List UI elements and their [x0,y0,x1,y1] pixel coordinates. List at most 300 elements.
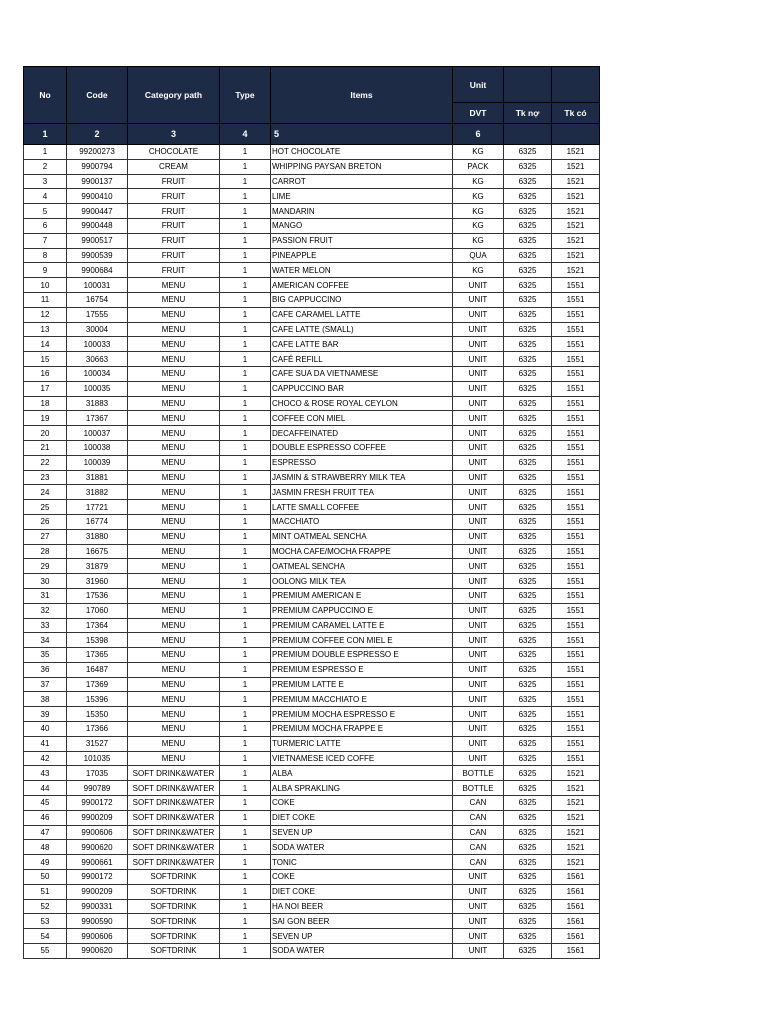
cell-category: SOFTDRINK [128,914,220,929]
cell-code: 9900137 [67,174,128,189]
table-row [24,278,600,293]
cell-unit: UNIT [453,544,504,559]
cell-type: 1 [220,796,271,811]
cell-no: 5 [24,204,67,219]
cell-item: HOT CHOCOLATE [271,145,453,160]
cell-unit: KG [453,189,504,204]
header-category: Category path [128,67,220,124]
table-row [24,810,600,825]
cell-item: PREMIUM MOCHA ESPRESSO E [271,707,453,722]
cell-tk-co: 1551 [552,662,600,677]
table-row [24,426,600,441]
cell-tk-no: 6325 [504,855,552,870]
cell-code: 100035 [67,381,128,396]
cell-category: MENU [128,751,220,766]
cell-no: 15 [24,352,67,367]
cell-item: TONIC [271,855,453,870]
cell-category: SOFT DRINK&WATER [128,781,220,796]
cell-unit: UNIT [453,707,504,722]
cell-type: 1 [220,278,271,293]
cell-tk-no: 6325 [504,292,552,307]
table-row [24,174,600,189]
cell-item: HA NOI BEER [271,899,453,914]
cell-no: 18 [24,396,67,411]
table-row [24,470,600,485]
cell-code: 17369 [67,677,128,692]
cell-unit: CAN [453,825,504,840]
cell-tk-no: 6325 [504,884,552,899]
cell-tk-co: 1561 [552,929,600,944]
cell-code: 30004 [67,322,128,337]
cell-category: FRUIT [128,189,220,204]
cell-tk-no: 6325 [504,189,552,204]
cell-tk-no: 6325 [504,218,552,233]
cell-no: 49 [24,855,67,870]
cell-code: 9900661 [67,855,128,870]
cell-unit: UNIT [453,722,504,737]
cell-item: LIME [271,189,453,204]
cell-tk-no: 6325 [504,514,552,529]
cell-type: 1 [220,707,271,722]
cell-tk-co: 1521 [552,218,600,233]
cell-code: 100037 [67,426,128,441]
cell-type: 1 [220,810,271,825]
cell-tk-no: 6325 [504,145,552,160]
cell-tk-no: 6325 [504,559,552,574]
cell-no: 34 [24,633,67,648]
cell-code: 15398 [67,633,128,648]
cell-tk-co: 1521 [552,840,600,855]
cell-type: 1 [220,322,271,337]
cell-tk-no: 6325 [504,352,552,367]
cell-type: 1 [220,648,271,663]
cell-tk-co: 1551 [552,426,600,441]
cell-tk-no: 6325 [504,914,552,929]
cell-unit: UNIT [453,337,504,352]
table-row [24,781,600,796]
index-1: 1 [24,124,67,145]
header-no: No [24,67,67,124]
cell-tk-co: 1551 [552,278,600,293]
cell-tk-no: 6325 [504,574,552,589]
cell-no: 25 [24,500,67,515]
table-row [24,929,600,944]
cell-tk-no: 6325 [504,426,552,441]
cell-item: SEVEN UP [271,825,453,840]
cell-category: SOFTDRINK [128,870,220,885]
cell-code: 9900620 [67,944,128,959]
cell-tk-co: 1521 [552,810,600,825]
cell-no: 55 [24,944,67,959]
cell-category: MENU [128,662,220,677]
cell-tk-co: 1551 [552,500,600,515]
cell-unit: UNIT [453,485,504,500]
cell-tk-no: 6325 [504,366,552,381]
cell-code: 9900331 [67,899,128,914]
table-row [24,411,600,426]
cell-type: 1 [220,366,271,381]
cell-category: MENU [128,618,220,633]
header-blank-1 [504,67,552,103]
cell-category: MENU [128,337,220,352]
cell-no: 21 [24,440,67,455]
cell-unit: UNIT [453,736,504,751]
cell-type: 1 [220,603,271,618]
cell-category: MENU [128,440,220,455]
cell-tk-co: 1551 [552,544,600,559]
cell-tk-co: 1521 [552,233,600,248]
cell-category: MENU [128,529,220,544]
cell-tk-co: 1551 [552,588,600,603]
cell-category: CHOCOLATE [128,145,220,160]
cell-category: FRUIT [128,248,220,263]
cell-item: PREMIUM ESPRESSO E [271,662,453,677]
cell-tk-co: 1521 [552,855,600,870]
cell-category: SOFTDRINK [128,944,220,959]
cell-code: 17035 [67,766,128,781]
cell-tk-co: 1551 [552,411,600,426]
cell-category: MENU [128,292,220,307]
cell-type: 1 [220,588,271,603]
cell-tk-no: 6325 [504,337,552,352]
cell-tk-no: 6325 [504,485,552,500]
table-row [24,884,600,899]
cell-type: 1 [220,218,271,233]
cell-type: 1 [220,145,271,160]
cell-item: WATER MELON [271,263,453,278]
cell-code: 9900209 [67,810,128,825]
cell-category: MENU [128,514,220,529]
cell-unit: UNIT [453,278,504,293]
cell-item: PASSION FRUIT [271,233,453,248]
cell-code: 9900539 [67,248,128,263]
cell-no: 20 [24,426,67,441]
cell-code: 9900209 [67,884,128,899]
cell-type: 1 [220,899,271,914]
index-6: 6 [453,124,504,145]
cell-tk-no: 6325 [504,899,552,914]
table-row [24,544,600,559]
cell-category: MENU [128,559,220,574]
cell-no: 37 [24,677,67,692]
cell-unit: UNIT [453,870,504,885]
cell-unit: UNIT [453,440,504,455]
cell-category: MENU [128,307,220,322]
cell-tk-co: 1551 [552,677,600,692]
cell-tk-no: 6325 [504,736,552,751]
cell-type: 1 [220,662,271,677]
cell-type: 1 [220,722,271,737]
cell-tk-no: 6325 [504,204,552,219]
cell-item: CARROT [271,174,453,189]
header-type: Type [220,67,271,124]
cell-tk-no: 6325 [504,233,552,248]
header-items: Items [271,67,453,124]
cell-tk-no: 6325 [504,633,552,648]
cell-tk-no: 6325 [504,455,552,470]
cell-type: 1 [220,544,271,559]
cell-category: MENU [128,322,220,337]
cell-no: 42 [24,751,67,766]
cell-code: 9900517 [67,233,128,248]
cell-tk-co: 1521 [552,174,600,189]
cell-type: 1 [220,825,271,840]
cell-type: 1 [220,500,271,515]
cell-type: 1 [220,574,271,589]
cell-tk-no: 6325 [504,470,552,485]
cell-unit: UNIT [453,470,504,485]
cell-code: 17367 [67,411,128,426]
cell-category: SOFT DRINK&WATER [128,766,220,781]
cell-tk-co: 1521 [552,204,600,219]
cell-item: CAFE SUA DA VIETNAMESE [271,366,453,381]
cell-tk-no: 6325 [504,796,552,811]
cell-type: 1 [220,248,271,263]
cell-no: 26 [24,514,67,529]
table-row [24,618,600,633]
cell-category: MENU [128,736,220,751]
cell-item: LATTE SMALL COFFEE [271,500,453,515]
cell-code: 9900172 [67,870,128,885]
cell-unit: UNIT [453,751,504,766]
cell-item: VIETNAMESE ICED COFFE [271,751,453,766]
cell-code: 9900684 [67,263,128,278]
cell-tk-no: 6325 [504,159,552,174]
index-4: 4 [220,124,271,145]
cell-item: PINEAPPLE [271,248,453,263]
cell-no: 3 [24,174,67,189]
table-row [24,588,600,603]
cell-unit: QUA [453,248,504,263]
cell-tk-co: 1551 [552,455,600,470]
cell-code: 9900447 [67,204,128,219]
table-row [24,736,600,751]
cell-category: MENU [128,500,220,515]
cell-item: OATMEAL SENCHA [271,559,453,574]
table-row [24,766,600,781]
cell-code: 31881 [67,470,128,485]
cell-no: 29 [24,559,67,574]
table-row [24,352,600,367]
cell-no: 53 [24,914,67,929]
cell-type: 1 [220,914,271,929]
table-row [24,692,600,707]
cell-item: CAFÉ REFILL [271,352,453,367]
cell-code: 17366 [67,722,128,737]
cell-item: TURMERIC LATTE [271,736,453,751]
cell-type: 1 [220,426,271,441]
cell-tk-no: 6325 [504,870,552,885]
table-row [24,796,600,811]
cell-unit: UNIT [453,514,504,529]
cell-unit: UNIT [453,588,504,603]
cell-tk-no: 6325 [504,411,552,426]
cell-tk-co: 1551 [552,352,600,367]
cell-item: DOUBLE ESPRESSO COFFEE [271,440,453,455]
cell-type: 1 [220,929,271,944]
cell-unit: UNIT [453,618,504,633]
cell-type: 1 [220,189,271,204]
cell-no: 47 [24,825,67,840]
cell-tk-co: 1551 [552,381,600,396]
table-row [24,145,600,160]
cell-category: FRUIT [128,174,220,189]
cell-category: MENU [128,485,220,500]
cell-type: 1 [220,307,271,322]
cell-code: 31527 [67,736,128,751]
cell-code: 31880 [67,529,128,544]
cell-type: 1 [220,944,271,959]
table-row [24,559,600,574]
cell-code: 990789 [67,781,128,796]
cell-category: MENU [128,278,220,293]
cell-tk-co: 1561 [552,944,600,959]
cell-tk-no: 6325 [504,722,552,737]
table-row [24,159,600,174]
cell-category: MENU [128,633,220,648]
cell-unit: UNIT [453,411,504,426]
cell-unit: UNIT [453,426,504,441]
cell-type: 1 [220,736,271,751]
header-tk-co: Tk có [552,103,600,124]
cell-tk-co: 1551 [552,366,600,381]
cell-item: DIET COKE [271,810,453,825]
cell-item: SEVEN UP [271,929,453,944]
cell-tk-co: 1551 [552,396,600,411]
table-row [24,500,600,515]
cell-tk-co: 1551 [552,440,600,455]
cell-tk-co: 1561 [552,884,600,899]
cell-tk-co: 1521 [552,145,600,160]
header-unit: Unit [453,67,504,103]
cell-category: SOFT DRINK&WATER [128,796,220,811]
cell-tk-co: 1551 [552,618,600,633]
cell-unit: CAN [453,840,504,855]
cell-tk-no: 6325 [504,396,552,411]
cell-unit: UNIT [453,677,504,692]
cell-category: FRUIT [128,218,220,233]
cell-tk-no: 6325 [504,278,552,293]
cell-type: 1 [220,337,271,352]
table-row [24,914,600,929]
cell-tk-co: 1551 [552,722,600,737]
table-row [24,366,600,381]
cell-code: 15396 [67,692,128,707]
cell-code: 16754 [67,292,128,307]
header-tk-no: Tk nợ [504,103,552,124]
cell-category: SOFTDRINK [128,884,220,899]
cell-type: 1 [220,174,271,189]
cell-item: SODA WATER [271,840,453,855]
cell-no: 46 [24,810,67,825]
cell-category: MENU [128,470,220,485]
cell-tk-co: 1551 [552,470,600,485]
table-row [24,396,600,411]
items-table [23,66,600,959]
cell-no: 6 [24,218,67,233]
table-row [24,722,600,737]
table-header [24,67,600,145]
cell-unit: UNIT [453,529,504,544]
header-code: Code [67,67,128,124]
cell-item: CAFE LATTE (SMALL) [271,322,453,337]
cell-item: ESPRESSO [271,455,453,470]
cell-unit: KG [453,218,504,233]
cell-code: 9900590 [67,914,128,929]
header-dvt: DVT [453,103,504,124]
cell-tk-no: 6325 [504,944,552,959]
cell-code: 31879 [67,559,128,574]
cell-code: 9900448 [67,218,128,233]
cell-no: 8 [24,248,67,263]
cell-tk-co: 1561 [552,899,600,914]
cell-tk-co: 1561 [552,870,600,885]
cell-tk-co: 1551 [552,736,600,751]
cell-tk-no: 6325 [504,648,552,663]
cell-tk-co: 1551 [552,574,600,589]
header-blank-2 [552,67,600,103]
cell-item: COFFEE CON MIEL [271,411,453,426]
cell-no: 27 [24,529,67,544]
cell-unit: KG [453,174,504,189]
cell-unit: UNIT [453,307,504,322]
cell-code: 31882 [67,485,128,500]
cell-type: 1 [220,411,271,426]
cell-no: 9 [24,263,67,278]
table-row [24,574,600,589]
cell-tk-no: 6325 [504,381,552,396]
cell-item: PREMIUM MOCHA FRAPPE E [271,722,453,737]
cell-item: CAFE LATTE BAR [271,337,453,352]
cell-tk-co: 1551 [552,307,600,322]
cell-tk-no: 6325 [504,588,552,603]
cell-code: 16774 [67,514,128,529]
cell-item: PREMIUM LATTE E [271,677,453,692]
cell-tk-co: 1521 [552,766,600,781]
cell-item: JASMIN & STRAWBERRY MILK TEA [271,470,453,485]
cell-item: PREMIUM DOUBLE ESPRESSO E [271,648,453,663]
cell-tk-co: 1551 [552,692,600,707]
cell-type: 1 [220,514,271,529]
table-row [24,337,600,352]
cell-tk-co: 1561 [552,914,600,929]
cell-tk-co: 1551 [552,337,600,352]
cell-item: PREMIUM MACCHIATO E [271,692,453,707]
cell-tk-no: 6325 [504,692,552,707]
cell-no: 32 [24,603,67,618]
cell-type: 1 [220,633,271,648]
cell-code: 30663 [67,352,128,367]
cell-category: MENU [128,381,220,396]
cell-category: SOFT DRINK&WATER [128,855,220,870]
cell-type: 1 [220,159,271,174]
cell-tk-no: 6325 [504,707,552,722]
cell-item: MANDARIN [271,204,453,219]
cell-tk-no: 6325 [504,544,552,559]
cell-no: 43 [24,766,67,781]
cell-tk-no: 6325 [504,440,552,455]
cell-item: MACCHIATO [271,514,453,529]
cell-type: 1 [220,204,271,219]
table-row [24,514,600,529]
spreadsheet [23,66,600,959]
cell-type: 1 [220,292,271,307]
cell-no: 10 [24,278,67,293]
cell-category: MENU [128,544,220,559]
cell-no: 28 [24,544,67,559]
cell-category: MENU [128,396,220,411]
cell-category: MENU [128,603,220,618]
